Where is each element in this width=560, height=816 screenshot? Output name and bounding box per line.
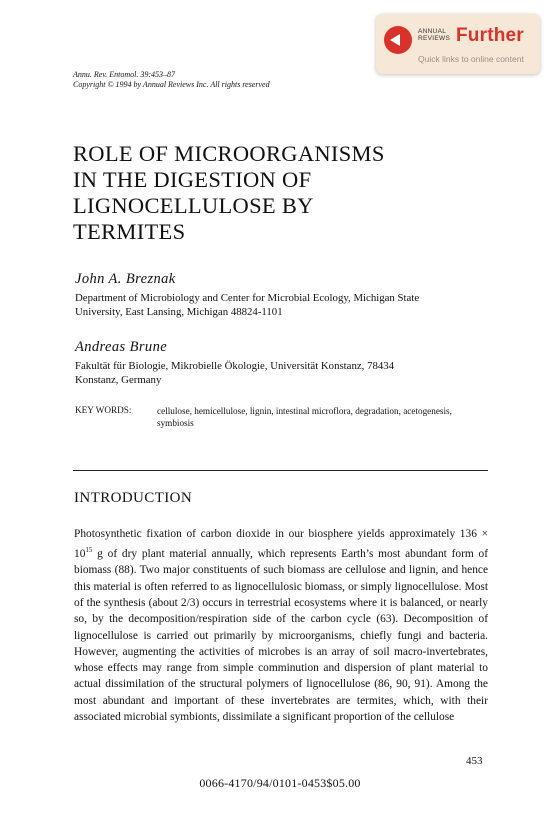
- title-line: TERMITES: [73, 219, 186, 244]
- citation-line: Annu. Rev. Entomol. 39:453–87: [73, 70, 176, 79]
- page-number: 453: [466, 755, 483, 767]
- section-heading: INTRODUCTION: [74, 490, 193, 506]
- back-arrow-icon: [384, 26, 412, 54]
- title-line: LIGNOCELLULOSE BY: [73, 193, 314, 218]
- affiliation-line: Department of Microbiology and Center for Microbial Ecology, Michigan State: [75, 292, 420, 304]
- copyright-line: Copyright © 1994 by Annual Reviews Inc. All rights reserved: [73, 80, 270, 89]
- body-paragraph: [74, 526, 488, 725]
- title-line: IN THE DIGESTION OF: [73, 167, 312, 192]
- body-text-start: Photosynthetic fixation of carbon dioxide in our biosphere yields approximately 136 × 10: [74, 528, 488, 561]
- annual-reviews-logo-text: ANNUAL REVIEWS: [418, 28, 451, 42]
- affiliation-line: University, East Lansing, Michigan 48824-1101: [75, 306, 283, 318]
- author-name: John A. Breznak: [75, 271, 176, 287]
- footer-code: 0066-4170/94/0101-0453$05.00: [199, 776, 361, 790]
- keywords-list: cellulose, hemicellulose, lignin, intestinal microflora, degradation, acetogenesis, symbiosis: [157, 406, 452, 428]
- journal-citation: [73, 70, 270, 90]
- annual-reviews-further-badge[interactable]: [376, 14, 540, 74]
- further-tagline: Quick links to online content: [418, 54, 524, 64]
- further-label: Further: [456, 25, 524, 46]
- divider: [73, 470, 488, 471]
- affiliation-line: Konstanz, Germany: [75, 374, 162, 386]
- title-line: ROLE OF MICROORGANISMS: [73, 141, 385, 166]
- author-affiliation: [75, 359, 394, 387]
- body-text-rest: g of dry plant material annually, which represents Earth’s most abundant form of biomass (88). Two major constituents of such biomass are cellulose and lignin, and hence this material is often referred to as lignocellulosic biomass, or simply lignocellulose. Most of the synthesis (about 2/3) occurs in terrestrial ecosystems where it is balanced, or nearly so, by the decomposition/respiration side of the carbon cycle (63). Decomposition of lignocellulose is carried out primarily by microorganisms, chiefly fungi and bacteria. However, augmenting the activities of microbes is an array of soil macro-invertebrates, whose effects may range from simple comminution and dispersion of plant material to actual dissimilation of the structural polymers of lignocellulose (86, 90, 91). Among the most abundant and important of these invertebrates are termites, which, with their associated microbial symbionts, dissimilate a significant proportion of the cellulose: [74, 548, 488, 724]
- keywords-label: KEY WORDS:: [75, 405, 132, 415]
- author-affiliation: [75, 291, 419, 319]
- author-name: Andreas Brune: [75, 339, 168, 355]
- affiliation-line: Fakultät für Biologie, Mikrobielle Ökologie, Universität Konstanz, 78434: [75, 360, 395, 372]
- exponent: 15: [85, 546, 93, 555]
- article-title: [73, 141, 385, 245]
